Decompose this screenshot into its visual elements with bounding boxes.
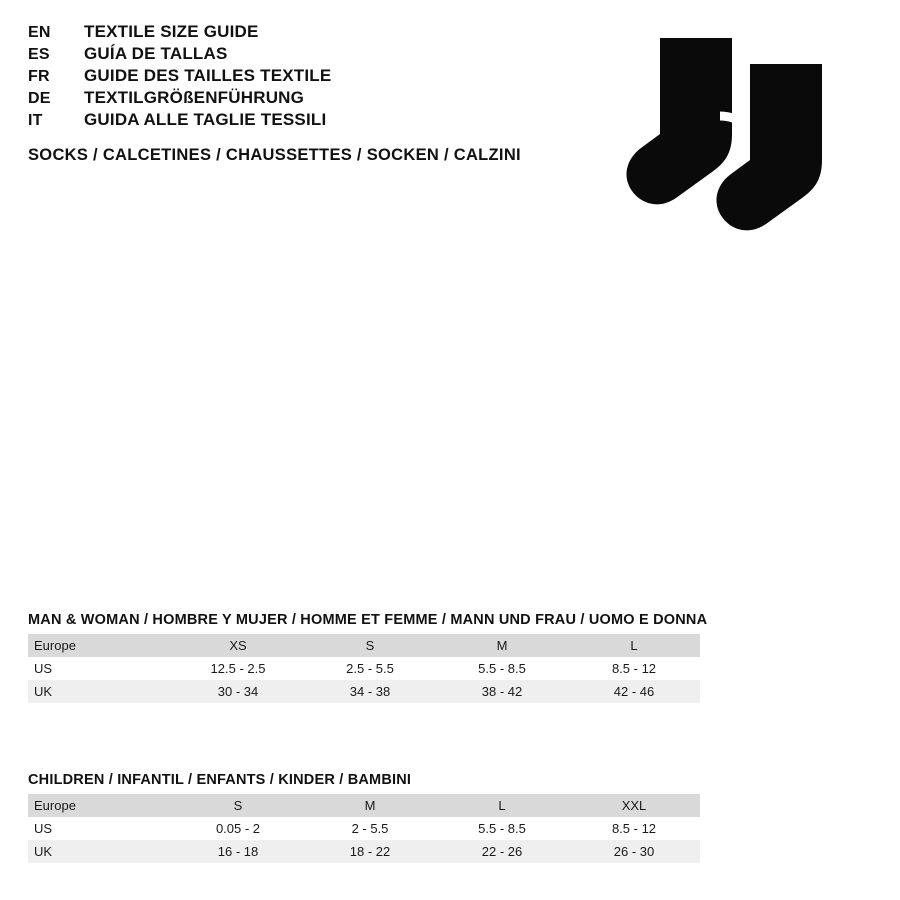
table-cell: 22 - 26	[436, 840, 568, 863]
language-row-fr	[28, 66, 588, 86]
language-code: IT	[28, 112, 43, 129]
table-cell: 5.5 - 8.5	[436, 657, 568, 680]
size-table-man-woman	[28, 634, 700, 703]
language-title: TEXTILGRÖßENFÜHRUNG	[84, 88, 305, 107]
table-cell: 0.05 - 2	[172, 817, 304, 840]
table-cell: 38 - 42	[436, 680, 568, 703]
table-caption: MAN & WOMAN / HOMBRE Y MUJER / HOMME ET FEMME / MANN UND FRAU / UOMO E DONNA	[28, 612, 708, 628]
language-code: DE	[28, 90, 51, 107]
product-title: SOCKS / CALCETINES / CHAUSSETTES / SOCKEN / CALZINI	[28, 146, 521, 164]
table-cell: 16 - 18	[172, 840, 304, 863]
table-row	[28, 657, 700, 680]
column-header: XS	[172, 634, 304, 657]
table-cell: 2 - 5.5	[304, 817, 436, 840]
language-row-it	[28, 110, 588, 130]
column-header: S	[304, 634, 436, 657]
row-label: UK	[28, 680, 172, 703]
language-row-de	[28, 88, 588, 108]
table-cell: 2.5 - 5.5	[304, 657, 436, 680]
table-row	[28, 817, 700, 840]
column-header: M	[436, 634, 568, 657]
language-title: GUÍA DE TALLAS	[84, 44, 228, 63]
table-header-row	[28, 794, 700, 817]
column-header: L	[568, 634, 700, 657]
language-title: GUIDE DES TAILLES TEXTILE	[84, 66, 332, 85]
socks-pair-icon	[600, 20, 860, 280]
table-cell: 8.5 - 12	[568, 657, 700, 680]
table-cell: 8.5 - 12	[568, 817, 700, 840]
table-cell: 42 - 46	[568, 680, 700, 703]
table-cell: 26 - 30	[568, 840, 700, 863]
table-header-row	[28, 634, 700, 657]
table-caption: CHILDREN / INFANTIL / ENFANTS / KINDER / BAMBINI	[28, 772, 412, 788]
man-woman-table-block	[28, 612, 708, 703]
children-table-block	[28, 772, 700, 863]
language-row-en	[28, 22, 588, 42]
language-code: FR	[28, 68, 50, 85]
table-row	[28, 840, 700, 863]
table-cell: 5.5 - 8.5	[436, 817, 568, 840]
language-title: TEXTILE SIZE GUIDE	[84, 22, 259, 41]
column-header: M	[304, 794, 436, 817]
header-block	[28, 22, 588, 165]
language-code: ES	[28, 46, 50, 63]
table-cell: 12.5 - 2.5	[172, 657, 304, 680]
table-row	[28, 680, 700, 703]
row-label: Europe	[28, 634, 172, 657]
language-code: EN	[28, 24, 51, 41]
column-header: L	[436, 794, 568, 817]
table-cell: 18 - 22	[304, 840, 436, 863]
row-label: UK	[28, 840, 172, 863]
table-cell: 30 - 34	[172, 680, 304, 703]
table-cell: 34 - 38	[304, 680, 436, 703]
row-label: US	[28, 657, 172, 680]
language-title: GUIDA ALLE TAGLIE TESSILI	[84, 110, 327, 129]
language-row-es	[28, 44, 588, 64]
row-label: Europe	[28, 794, 172, 817]
column-header: XXL	[568, 794, 700, 817]
row-label: US	[28, 817, 172, 840]
column-header: S	[172, 794, 304, 817]
size-table-children	[28, 794, 700, 863]
